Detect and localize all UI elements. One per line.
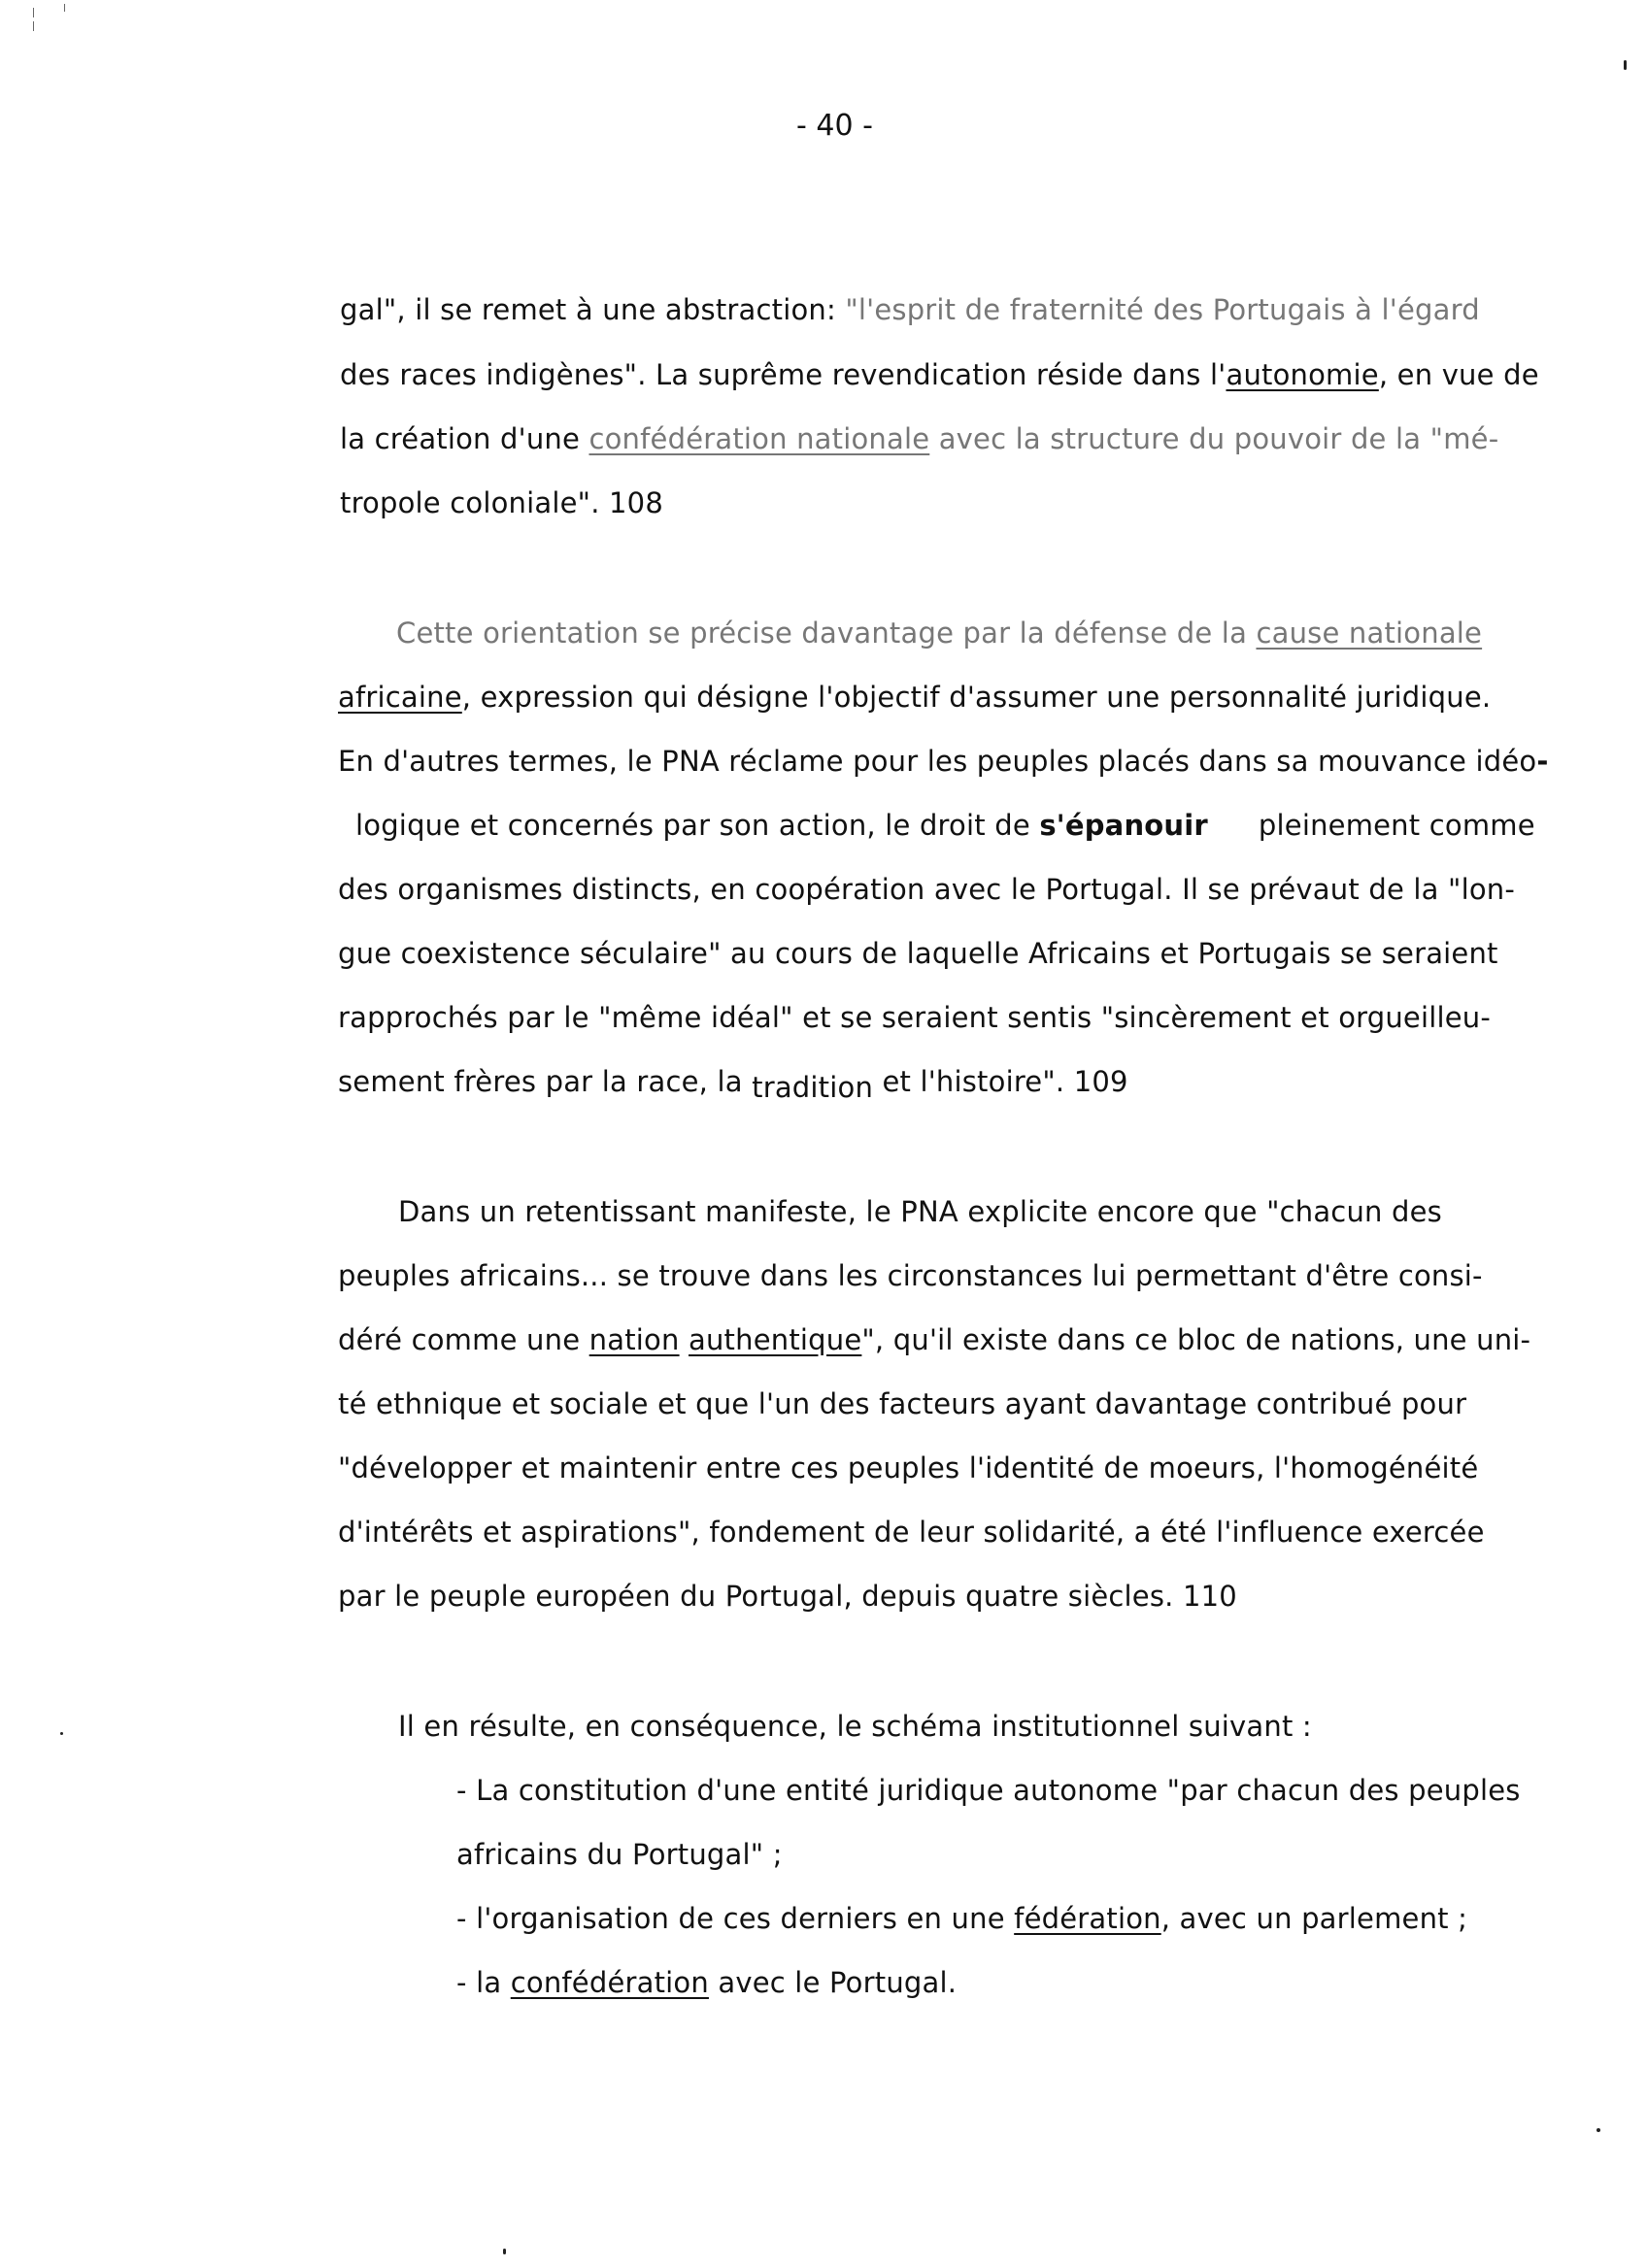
p4-item-1-line-2: africains du Portugal" ; xyxy=(456,1838,783,1871)
p2-line-2 xyxy=(338,681,1492,714)
underlined-cause-nationale: cause nationale xyxy=(1256,617,1483,650)
p2-l8-text: sement frères par la race, la xyxy=(338,1065,753,1098)
space xyxy=(680,1323,689,1356)
p2-l4-text: logique et concernés par son action, le droit de xyxy=(355,809,1040,842)
p3-line-2: peuples africains... se trouve dans les circonstances lui permettant d'être consi- xyxy=(338,1259,1483,1292)
page-number: - 40 - xyxy=(796,109,873,143)
p4-item-2-text-end: , avec un parlement ; xyxy=(1160,1902,1468,1935)
p1-l1-faint-quote: "l'esprit de fraternité des Portugais à l'égard xyxy=(845,293,1480,326)
p3-line-6: d'intérêts et aspirations", fondement de leur solidarité, a été l'influence exercée xyxy=(338,1516,1485,1549)
p3-line-5: "développer et maintenir entre ces peuples l'identité de moeurs, l'homogénéité xyxy=(338,1451,1479,1484)
p2-line-3 xyxy=(338,745,1549,778)
p3-line-1: Dans un retentissant manifeste, le PNA explicite encore que "chacun des xyxy=(398,1195,1442,1228)
p2-line-7: rapprochés par le "même idéal" et se seraient sentis "sincèrement et orgueilleu- xyxy=(338,1001,1492,1034)
underlined-africaine: africaine xyxy=(338,681,462,714)
bold-s-epanouir: s'épanouir xyxy=(1039,809,1208,842)
p1-l1-text: gal", il se remet à une abstraction: xyxy=(340,293,846,326)
p1-line-2 xyxy=(340,358,1539,391)
p4-item-1-line-1: - La constitution d'une entité juridique autonome "par chacun des peuples xyxy=(456,1774,1521,1807)
scan-speck xyxy=(1624,60,1627,70)
p1-l3-faint-text: avec la structure du pouvoir de la "mé- xyxy=(929,422,1499,455)
p4-item-2 xyxy=(456,1902,1468,1935)
p4-item-3 xyxy=(456,1966,958,1999)
scan-mark xyxy=(33,8,34,17)
p2-l8-text-end: et l'histoire". 109 xyxy=(873,1065,1128,1098)
p4-intro: Il en résulte, en conséquence, le schéma institutionnel suivant : xyxy=(398,1710,1312,1743)
scan-speck xyxy=(60,1732,63,1735)
p2-line-4 xyxy=(355,809,1535,842)
p2-l1-faint-text: Cette orientation se précise davantage par la défense de la xyxy=(396,617,1257,650)
scan-mark xyxy=(64,4,65,12)
p2-line-8 xyxy=(338,1065,1128,1104)
p1-l2-text-end: , en vue de xyxy=(1378,358,1539,391)
p3-line-4: té ethnique et sociale et que l'un des facteurs ayant davantage contribué pour xyxy=(338,1387,1467,1420)
p2-line-5: des organismes distincts, en coopération avec le Portugal. Il se prévaut de la "lon- xyxy=(338,873,1516,906)
underlined-autonomie: autonomie xyxy=(1226,358,1379,391)
p1-line-3 xyxy=(340,422,1499,455)
underlined-confederation: confédération xyxy=(510,1966,709,1999)
underlined-confederation-nationale: confédération nationale xyxy=(588,422,930,455)
underlined-authentique: authentique xyxy=(689,1323,862,1356)
scan-speck xyxy=(1597,2128,1600,2132)
p1-l3-text: la création d'une xyxy=(340,422,589,455)
scan-mark xyxy=(33,21,34,31)
scan-speck xyxy=(503,2249,506,2254)
p4-item-2-text: - l'organisation de ces derniers en une xyxy=(456,1902,1015,1935)
word-tradition: tradition xyxy=(752,1071,874,1104)
p3-l3-text-end: ", qu'il existe dans ce bloc de nations, une uni- xyxy=(861,1323,1531,1356)
p2-line-6: gue coexistence séculaire" au cours de laquelle Africains et Portugais se seraient xyxy=(338,937,1498,970)
p3-line-7: par le peuple européen du Portugal, depuis quatre siècles. 110 xyxy=(338,1580,1237,1613)
p4-item-3-text: - la xyxy=(456,1966,511,1999)
p2-line-1 xyxy=(396,619,1482,648)
hyphen-bold: - xyxy=(1536,745,1549,778)
underlined-nation: nation xyxy=(588,1323,680,1356)
p1-l2-text: des races indigènes". La suprême revendication réside dans l' xyxy=(340,358,1227,391)
p3-line-3 xyxy=(338,1323,1531,1356)
underlined-federation: fédération xyxy=(1014,1902,1161,1935)
p1-line-1 xyxy=(340,293,1480,326)
p2-l3-text: En d'autres termes, le PNA réclame pour les peuples placés dans sa mouvance idéo xyxy=(338,745,1537,778)
p2-l4-text-end: pleinement comme xyxy=(1258,809,1535,842)
p3-l3-text: déré comme une xyxy=(338,1323,589,1356)
p1-line-4: tropole coloniale". 108 xyxy=(340,486,663,519)
p4-item-3-text-end: avec le Portugal. xyxy=(708,1966,958,1999)
p2-l2-text: , expression qui désigne l'objectif d'assumer une personnalité juridique. xyxy=(461,681,1492,714)
